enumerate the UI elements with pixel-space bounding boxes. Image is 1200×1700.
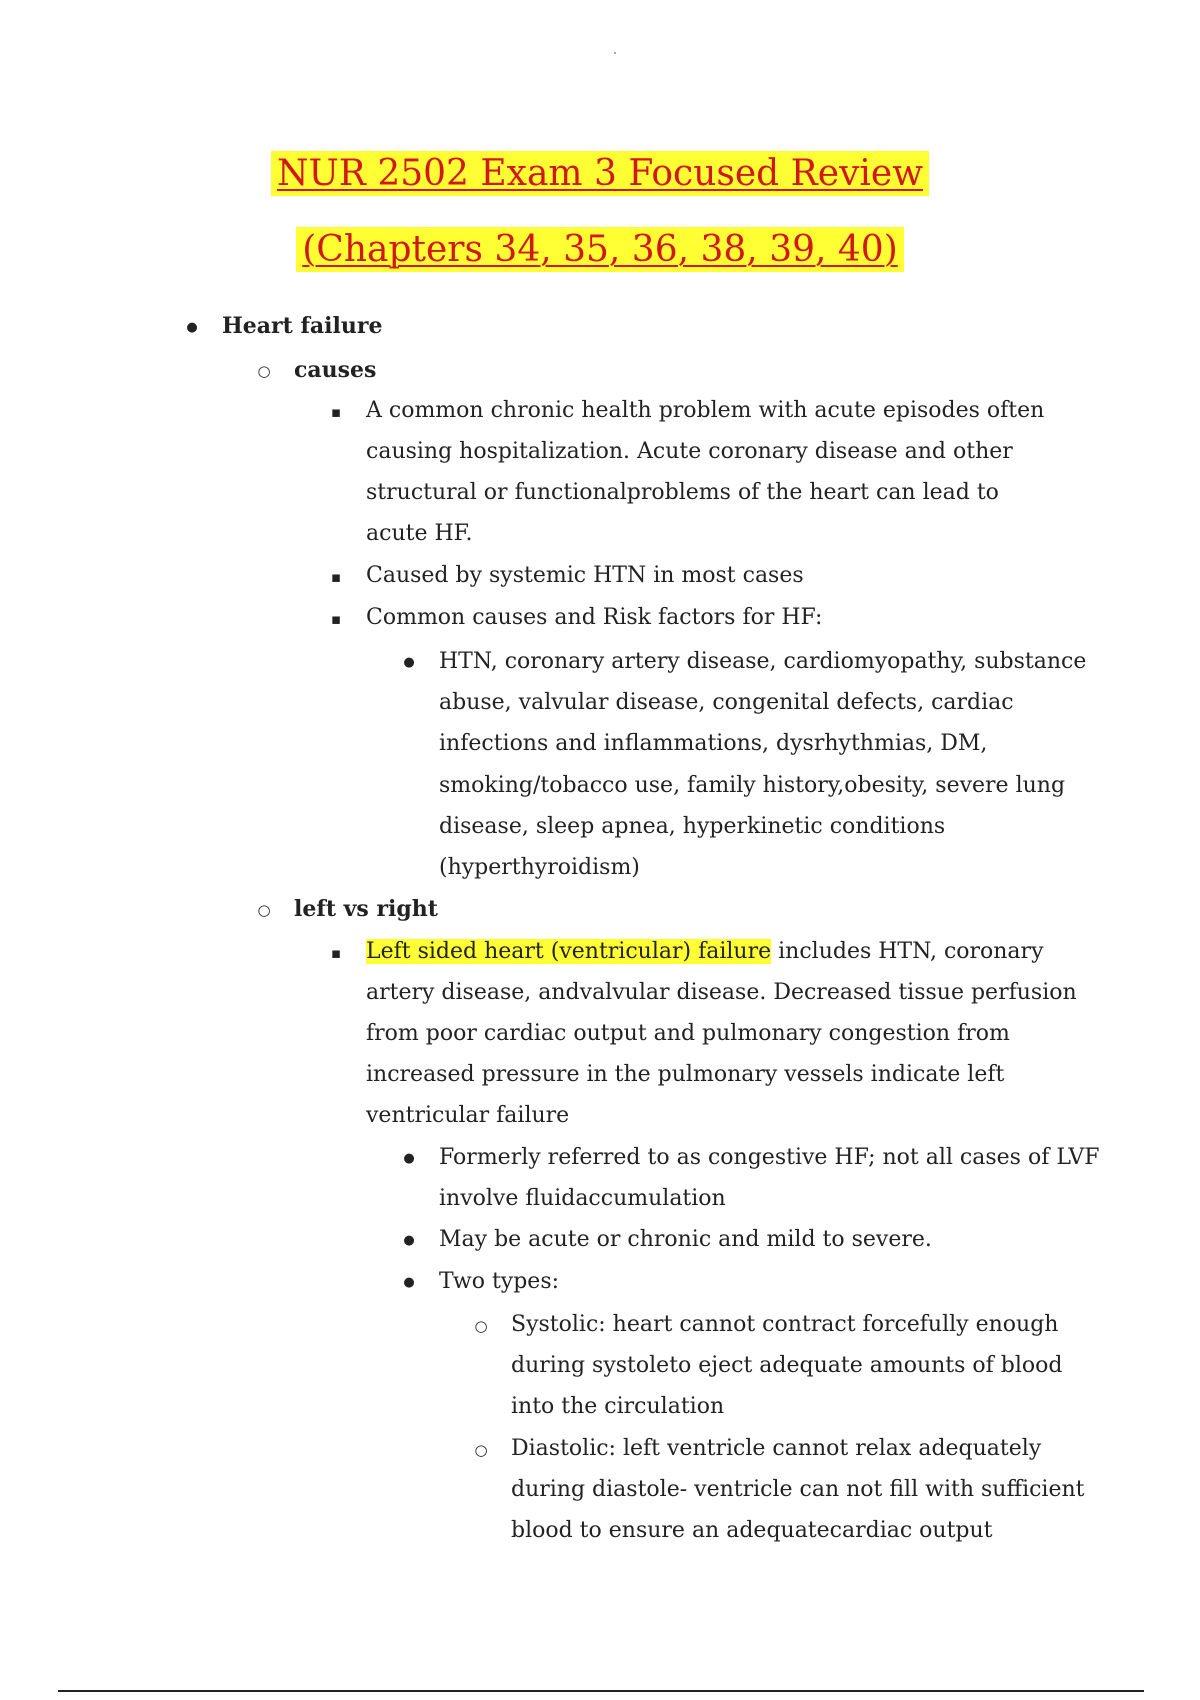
title-text-2: (Chapters 34, 35, 36, 38, 39, 40) xyxy=(296,227,904,272)
square-bullet xyxy=(328,939,344,970)
left-failure-line1-rest: includes HTN, coronary xyxy=(771,939,1044,964)
circle-bullet xyxy=(473,1436,489,1467)
causes-item3: Common causes and Risk factors for HF: xyxy=(366,605,823,630)
title-text-1: NUR 2502 Exam 3 Focused Review xyxy=(271,151,929,196)
lvf-sub3: Two types: xyxy=(439,1269,560,1294)
risk-factors-line5: disease, sleep apnea, hyperkinetic conditions xyxy=(439,814,946,839)
heading-heart-failure: Heart failure xyxy=(222,313,383,339)
bottom-rule xyxy=(58,1690,1144,1692)
lvf-sub1-line2: involve fluidaccumulation xyxy=(439,1186,726,1211)
diastolic-line2: during diastole- ventricle can not fill with sufficient xyxy=(511,1477,1085,1502)
systolic-line2: during systoleto eject adequate amounts of blood xyxy=(511,1353,1063,1378)
risk-factors-line2: abuse, valvular disease, congenital defects, cardiac xyxy=(439,690,1014,715)
heading-causes: causes xyxy=(294,357,377,383)
disc-bullet xyxy=(401,648,417,681)
disc-bullet xyxy=(401,1268,417,1301)
title-line-1 xyxy=(0,150,1200,198)
left-failure-line1 xyxy=(366,937,1044,967)
disc-bullet xyxy=(401,1226,417,1259)
left-failure-line4: increased pressure in the pulmonary vessels indicate left xyxy=(366,1062,1005,1087)
scan-mark xyxy=(614,52,616,54)
disc-bullet xyxy=(184,313,200,346)
causes-item1-line2: causing hospitalization. Acute coronary disease and other xyxy=(366,439,1013,464)
heading-left-vs-right: left vs right xyxy=(294,896,438,922)
square-bullet xyxy=(328,563,344,594)
causes-item1-line1: A common chronic health problem with acute episodes often xyxy=(366,398,1045,423)
diastolic-line3: blood to ensure an adequatecardiac output xyxy=(511,1518,993,1543)
risk-factors-line4: smoking/tobacco use, family history,obesity, severe lung xyxy=(439,773,1066,798)
circle-bullet xyxy=(256,896,272,927)
title-line-2 xyxy=(0,226,1200,274)
risk-factors-line1: HTN, coronary artery disease, cardiomyopathy, substance xyxy=(439,649,1087,674)
circle-bullet xyxy=(473,1312,489,1343)
left-failure-line3: from poor cardiac output and pulmonary congestion from xyxy=(366,1021,1010,1046)
lvf-sub2: May be acute or chronic and mild to severe. xyxy=(439,1227,932,1252)
disc-bullet xyxy=(401,1144,417,1177)
left-failure-line5: ventricular failure xyxy=(366,1103,570,1128)
left-failure-highlight: Left sided heart (ventricular) failure xyxy=(366,939,772,964)
diastolic-line1: Diastolic: left ventricle cannot relax adequately xyxy=(511,1436,1042,1461)
causes-item1-line3: structural or functionalproblems of the heart can lead to xyxy=(366,480,999,505)
square-bullet xyxy=(328,398,344,429)
circle-bullet xyxy=(256,357,272,388)
risk-factors-line6: (hyperthyroidism) xyxy=(439,855,640,880)
systolic-line1: Systolic: heart cannot contract forcefully enough xyxy=(511,1312,1059,1337)
systolic-line3: into the circulation xyxy=(511,1394,725,1419)
causes-item2: Caused by systemic HTN in most cases xyxy=(366,563,804,588)
risk-factors-line3: infections and inflammations, dysrhythmias, DM, xyxy=(439,731,988,756)
left-failure-line2: artery disease, andvalvular disease. Decreased tissue perfusion xyxy=(366,980,1077,1005)
lvf-sub1-line1: Formerly referred to as congestive HF; not all cases of LVF xyxy=(439,1145,1100,1170)
causes-item1-line4: acute HF. xyxy=(366,521,473,546)
square-bullet xyxy=(328,605,344,636)
